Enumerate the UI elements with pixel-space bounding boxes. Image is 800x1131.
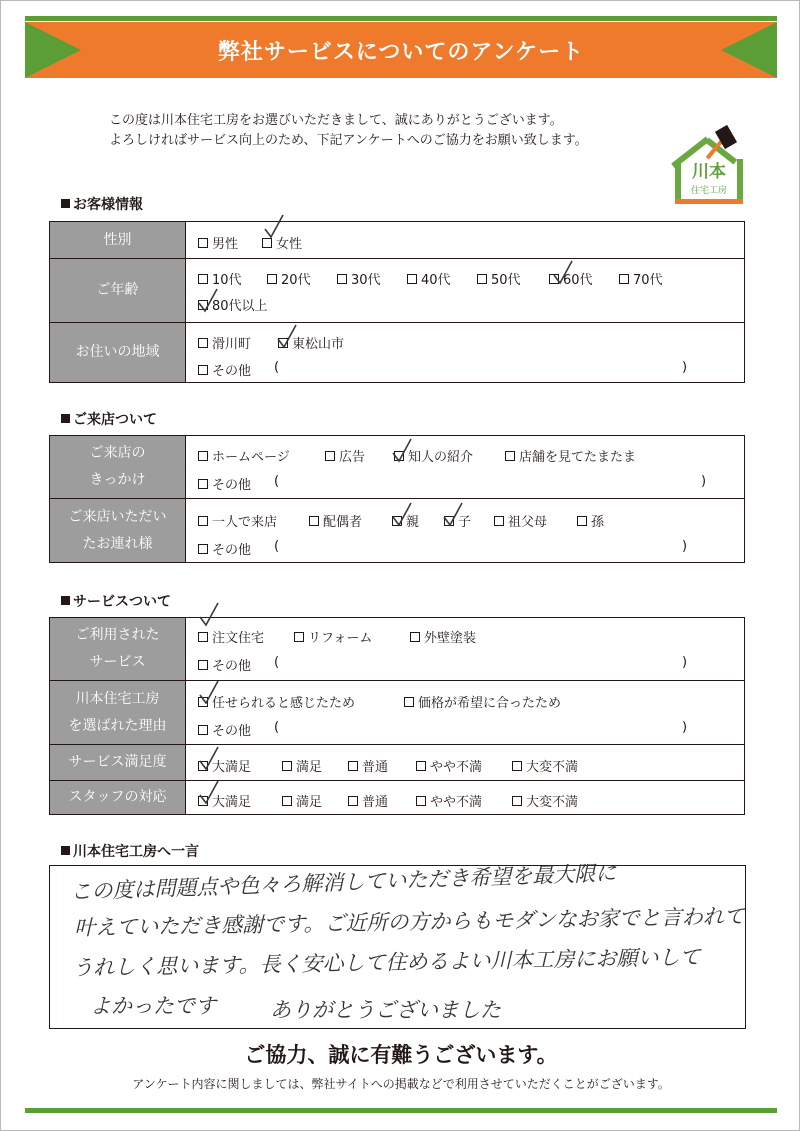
section-comment-heading: 川本住宅工房へ一言 — [61, 841, 199, 861]
logo-sub: 住宅工房 — [690, 186, 727, 196]
satisfaction-label: サービス満足度 — [50, 745, 186, 780]
area-option-higashimatsuyama[interactable]: 東松山市 — [278, 333, 344, 352]
age-option-10[interactable]: 10代 — [198, 269, 242, 288]
reason-other-paren-open: ( — [274, 720, 280, 735]
age-label: ご年齢 — [50, 259, 186, 322]
trigger-other-paren-close: ) — [701, 474, 707, 489]
satisfaction-option-somewhat-dissatisfied[interactable]: やや不満 — [416, 756, 482, 775]
checkmark-icon — [198, 779, 220, 805]
area-option-namegawa[interactable]: 滑川町 — [198, 333, 251, 352]
satisfaction-option-neutral[interactable]: 普通 — [348, 756, 388, 775]
area-row — [50, 322, 744, 382]
companion-option-grandchild[interactable]: 孫 — [577, 511, 604, 530]
age-option-30[interactable]: 30代 — [337, 269, 381, 288]
gender-label: 性別 — [50, 222, 186, 258]
footer-note: アンケート内容に関しましては、弊社サイトへの掲載などで利用させていただくことがございます。 — [132, 1077, 670, 1091]
logo-name: 川本 — [692, 162, 726, 182]
service-table — [49, 617, 745, 815]
reason-row — [50, 680, 744, 744]
trigger-option-ad[interactable]: 広告 — [325, 446, 365, 465]
comment-box — [49, 860, 746, 1029]
companion-option-spouse[interactable]: 配偶者 — [309, 511, 362, 530]
customer-table — [49, 221, 745, 383]
checkmark-icon — [391, 501, 413, 527]
service-option-reform[interactable]: リフォーム — [294, 627, 372, 646]
staff-option-very-satisfied[interactable]: 大満足 — [198, 791, 251, 810]
satisfaction-option-satisfied[interactable]: 満足 — [282, 756, 322, 775]
gender-row — [50, 222, 744, 258]
gender-option-female[interactable]: 女性 — [262, 233, 302, 252]
satisfaction-option-very-dissatisfied[interactable]: 大変不満 — [512, 756, 578, 775]
service-option-painting[interactable]: 外壁塗装 — [410, 627, 476, 646]
checkmark-icon — [198, 601, 220, 627]
service-other-paren-open: ( — [274, 655, 280, 670]
comment-line-3: うれしく思います。長く安心して住めるよい川本工房にお願いして — [72, 945, 701, 980]
comment-line-2: 叶えていただき感謝です。ご近所の方からもモダンなお家でと言われて — [74, 904, 745, 940]
thanks-message: ご協力、誠に有難うございます。 — [244, 1043, 558, 1067]
area-label: お住いの地域 — [50, 323, 186, 382]
satisfaction-option-very-satisfied[interactable]: 大満足 — [198, 756, 251, 775]
companion-other-paren-open: ( — [274, 539, 280, 554]
comment-line-4: よかったです — [90, 994, 216, 1018]
trigger-option-referral[interactable]: 知人の紹介 — [394, 446, 473, 465]
reason-option-trust[interactable]: 任せられると感じたため — [198, 692, 355, 711]
staff-option-somewhat-dissatisfied[interactable]: やや不満 — [416, 791, 482, 810]
checkmark-icon — [197, 287, 219, 313]
companion-other-paren-close: ) — [682, 539, 688, 554]
trigger-label: ご来店の きっかけ — [50, 436, 186, 498]
used-service-row — [50, 618, 744, 680]
checkmark-icon — [198, 679, 220, 705]
reason-label: 川本住宅工房 を選ばれた理由 — [50, 681, 186, 744]
checkmark-icon — [263, 213, 285, 239]
trigger-option-homepage[interactable]: ホームページ — [198, 446, 290, 465]
age-option-60[interactable]: 60代 — [549, 269, 593, 288]
age-option-20[interactable]: 20代 — [267, 269, 311, 288]
age-option-40[interactable]: 40代 — [407, 269, 451, 288]
comment-line-1: この度は問題点や色々ろ解消していただき希望を最大限に — [70, 860, 617, 904]
area-other-paren-open: ( — [274, 360, 280, 375]
gender-option-male[interactable]: 男性 — [198, 233, 238, 252]
checkmark-icon — [442, 501, 464, 527]
staff-option-satisfied[interactable]: 満足 — [282, 791, 322, 810]
companion-label: ご来店いただい たお連れ様 — [50, 499, 186, 562]
age-option-70[interactable]: 70代 — [619, 269, 663, 288]
staff-option-very-dissatisfied[interactable]: 大変不満 — [512, 791, 578, 810]
checkmark-icon — [276, 323, 298, 349]
company-logo — [669, 123, 751, 207]
survey-title: 弊社サービスについてのアンケート — [217, 40, 585, 65]
staff-option-neutral[interactable]: 普通 — [348, 791, 388, 810]
satisfaction-row — [50, 744, 744, 780]
reason-other-paren-close: ) — [682, 720, 688, 735]
companion-option-grandparent[interactable]: 祖父母 — [494, 511, 547, 530]
area-option-other[interactable]: その他 — [198, 360, 251, 379]
age-row — [50, 258, 744, 322]
companion-option-parent[interactable]: 親 — [392, 511, 419, 530]
title-banner — [25, 22, 777, 78]
staff-row — [50, 780, 744, 814]
intro-line-2: よろしければサービス向上のため、下記アンケートへのご協力をお願い致します。 — [109, 133, 588, 148]
age-option-80plus[interactable]: 80代以上 — [198, 295, 268, 314]
section-service-heading: サービスついて — [61, 591, 171, 611]
checkmark-icon — [198, 745, 220, 771]
staff-label: スタッフの対応 — [50, 781, 186, 814]
trigger-other-paren-open: ( — [274, 474, 280, 489]
section-visit-heading: ご来店ついて — [61, 409, 157, 429]
checkmark-icon — [552, 259, 574, 285]
checkmark-icon — [391, 437, 413, 463]
age-option-50[interactable]: 50代 — [477, 269, 521, 288]
section-customer-heading: お客様情報 — [61, 194, 143, 214]
bottom-green-line — [25, 1108, 777, 1113]
companion-option-alone[interactable]: 一人で来店 — [198, 511, 277, 530]
intro-line-1: この度は川本住宅工房をお選びいただきまして、誠にありがとうございます。 — [109, 113, 563, 128]
trigger-option-walkin[interactable]: 店舗を見てたまたま — [505, 446, 636, 465]
companion-option-other[interactable]: その他 — [198, 539, 251, 558]
service-option-custom-home[interactable]: 注文住宅 — [198, 627, 264, 646]
area-other-paren-close: ) — [682, 360, 688, 375]
service-other-paren-close: ) — [682, 655, 688, 670]
top-green-line — [25, 16, 777, 21]
used-service-label: ご利用された サービス — [50, 618, 186, 680]
comment-line-4b: ありがとうございました — [270, 998, 501, 1022]
reason-option-other[interactable]: その他 — [198, 720, 251, 739]
companion-option-child[interactable]: 子 — [444, 511, 471, 530]
reason-option-price[interactable]: 価格が希望に合ったため — [404, 692, 561, 711]
trigger-option-other[interactable]: その他 — [198, 474, 251, 493]
service-option-other[interactable]: その他 — [198, 655, 251, 674]
